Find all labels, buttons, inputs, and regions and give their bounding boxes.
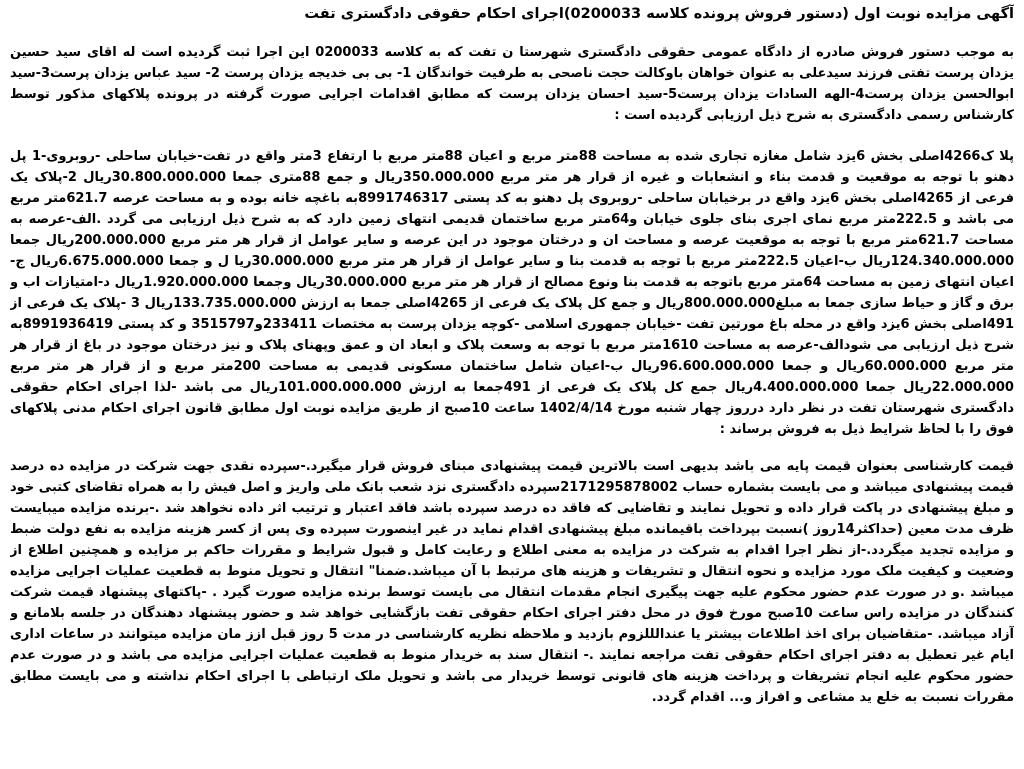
auction-notice [10,4,1014,764]
notice-paragraph-properties: پلا ک4266اصلی بخش 6یزد شامل مغازه تجاری شده به مساحت 88متر مربع و اعیان 88متر مربع با ارتفاع 3متر واقع در تفت-خیابان ساحلی -روبروی-1 پل دهنو با توجه به موقعیت و قدمت بناء و انشعابات و غیره از قرار هر متر مربع 350.000.000ریال و جمع 88متری جمعا 30.800.000.000ریال 2-پلاک یک فرعی از 4265اصلی بخش 6یزد واقع در برخیابان ساحلی -روبروی پل دهنو به کد پستی 8991746317به باغچه خانه بوده و به مساحت عرصه 621.7متر مربع می باشد و 222.5متر مربع نمای اجری بنای جلوی خیابان و64متر مربع ساختمان قدیمی انتهای زمین دارد که به شرح ذیل ارزیابی می گردد .الف-عرصه به مساحت 621.7متر مربع با توجه به موقعیت عرصه و مساحت ان و درختان موجود در این عرصه و سایر عوامل از قرار هر متر مربع 200.000.000ریال جمعا 124.340.000.000ریال ب-اعیان 222.5متر مربع با توجه به قدمت بنا و سایر عوامل از قرار هر متر مربع 30.000.000ریا ل و جمعا 6.675.000.000ریال ج-اعیان انتهای زمین به مساحت 64متر مربع باتوجه به قدمت بنا ونوع مصالح از قرار هر متر مربع 30.000.000ریال وجمعا 1.920.000.000ریال د-امتیازات اب و برق و گاز و حیاط سازی جمعا به مبلغ800.000.000ریال و جمع کل پلاک یک فرعی از 4265اصلی جمعا به ارزش 133.735.000.000ریال 3 -پلاک یک فرعی از 491اصلی بخش 6یزد واقع در محله باغ مورتین تفت -خیابان جمهوری اسلامی -کوچه یزدان پرست به مختصات 233411و3515797 و کد پستی 8991936419به شرح ذیل ارزیابی می شودالف-عرصه به مساحت 1610متر مربع با توجه به وسعت پلاک و ابعاد ان و عمق وپهنای پلاک و نیز درختان موجود در باغ از قرار هر متر مربع 60.000.000ریال و جمعا 96.600.000.000ریال ب-اعیان شامل ساختمان مسکونی قدیمی به مساحت 200متر مربع و از قرار هر متر مربع 22.000.000ریال جمعا 4.400.000.000ریال جمع کل پلاک یک فرعی از 491جمعا به ارزش 101.000.000.000ریال می باشد -لذا اجرای احکام حقوقی دادگستری شهرستان تفت در نظر دارد درروز چهار شنبه مورخ 1402/4/14 ساعت 10صبح از طریق مزایده نوبت اول مطابق قانون اجرای احکام مدنی پلاکهای فوق را با لحاظ شرایط ذیل به فروش برساند : [10,149,1014,437]
notice-paragraph-conditions: قیمت کارشناسی بعنوان قیمت پایه می باشد بدیهی است بالاترین قیمت پیشنهادی مبنای فروش قرار میگیرد.-سپرده نقدی جهت شرکت در مزایده ده درصد قیمت پیشنهادی میباشد و می بایست بشماره حساب 2171295878002سپرده دادگستری نزد شعب بانک ملی واریز و اصل فیش را به همراه تقاضای کتبی خود و مبلغ پیشنهادی در پاکت قرار داده و تحویل نمایند و تقاضایی که فاقد ده درصد سپرده باشد فاقد اعتبار و ترتیب اثر داده نخواهد شد .-برنده مزایده میبایست ظرف مدت معین (حداکثر14روز )نسبت بپرداخت باقیمانده مبلغ پیشنهادی اقدام نماید در غیر اینصورت سپرده وی پس از کسر هزینه مزایده به نفع دولت ضبط و مزایده تجدید میگردد.-از نظر اجرا اقدام به شرکت در مزایده به معنی اطلاع و رعایت کامل و قبول شرایط و مقررات حاکم بر مزایده و همچنین اطلاع از وضعیت و کیفیت ملک مورد مزایده و نحوه انتقال و تشریفات و هزینه های مرتبط با آن میباشد.ضمنا" انتقال و تحویل منوط به قطعیت عملیات اجرایی مزایده میباشد .و در صورت عدم حضور محکوم علیه جهت پیگیری انجام مقدمات انتقال می بایست توسط برنده مزایده صورت گیرد . -پاکتهای پیشنهاد قیمت شرکت کنندگان در مزایده راس ساعت 10صبح مورخ فوق در محل دفتر اجرای احکام حقوقی تفت بازگشایی خواهد شد و حضور پیشنهاد دهندگان در جلسه بلامانع و آزاد میباشد. -متقاضیان برای اخذ اطلاعات بیشتر یا عندالللزوم بازدید و ملاحظه نظریه کارشناسی در مدت 5 روز قبل ازز مان مزایده میتوانند در ساعات اداری ایام غیر تعطیل به دفتر اجرای احکام حقوقی تفت مراجعه نمایند .- انتقال سند به خریدار منوط به قطعیت عملیات اجرایی مزایده می باشد و در صورت عدم حضور محکوم علیه انجام تشریفات و پرداخت هزینه های قانونی توسط خریدار می باشد و تحویل ملک ارتباطی با اجرای احکام نداشته و می بایست مطابق مقررات نسبت به خلع ید مشاعی و افراز و... اقدام گردد. [10,459,1014,705]
notice-title: آگهی مزایده نوبت اول (دستور فروش پرونده کلاسه 0200033)اجرای احکام حقوقی دادگستری تفت [304,6,1014,22]
notice-paragraph-intro: به موجب دستور فروش صادره از دادگاه عمومی حقوقی دادگستری شهرستا ن تفت که به کلاسه 0200033 این اجرا ثبت گردیده است له اقای سید حسین یزدان پرست تفتی فرزند سیدعلی به عنوان خواهان باوکالت حجت ناصحی به طرفیت خواندگان 1- بی بی خدیجه یزدان پرست 2- سید عباس یزدان پرست3-سید ابوالحسن یزدان پرست4-الهه السادات یزدان پرست5-سید احسان یزدان پرست که مطابق اقدامات اجرایی صورت گرفته در پرونده پلاکهای مذکور توسط کارشناس رسمی دادگستری به شرح ذیل ارزیابی گردیده است : [10,45,1014,123]
